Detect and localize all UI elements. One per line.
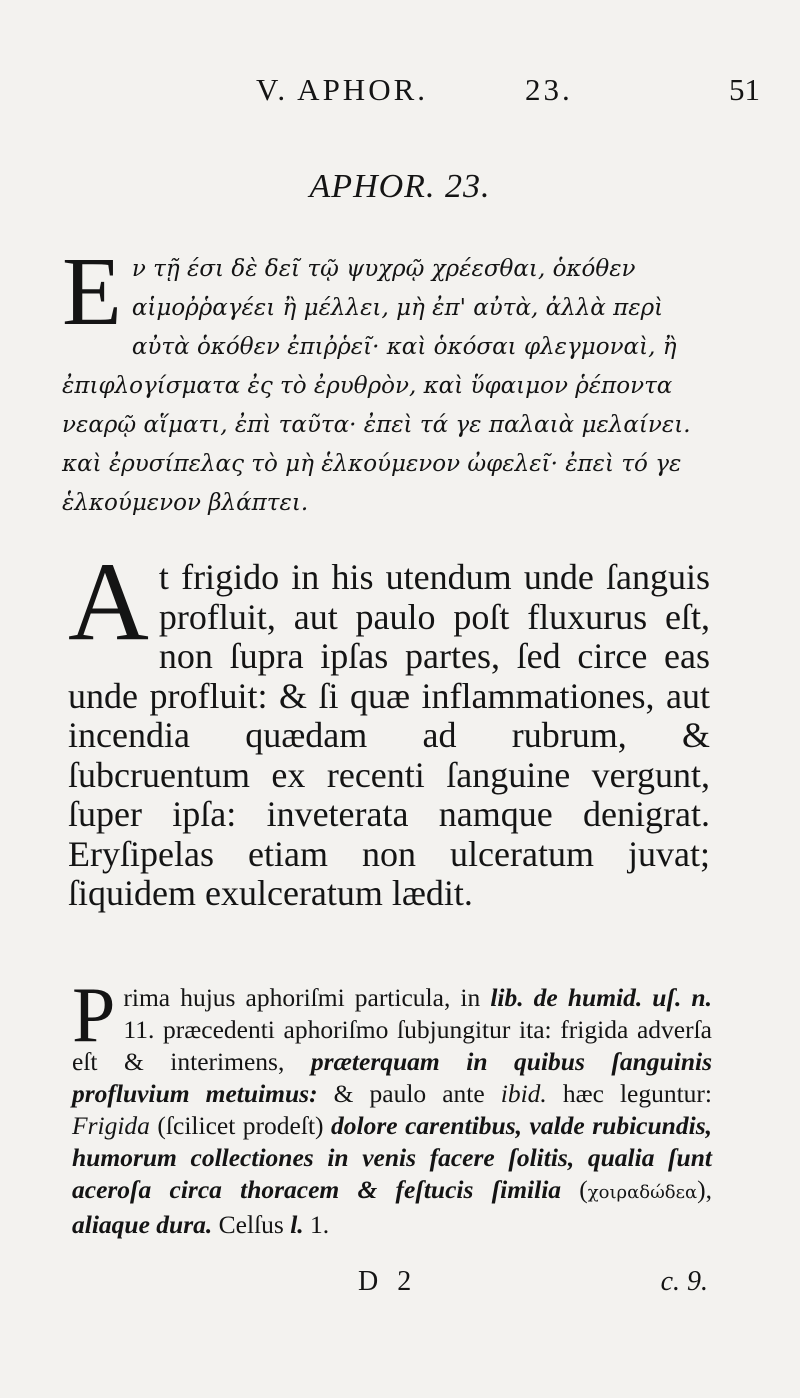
commentary-text: (ſcilicet prodeſt) [149, 1111, 332, 1140]
commentary-text: hæc leguntur: [546, 1079, 713, 1108]
commentary-text: 11. præcedenti aphoriſmo ſubjungitur ita: frigida adverſa eſt & interimens, [72, 1015, 712, 1076]
latin-drop-cap: A [68, 540, 149, 664]
commentary-text: rima hujus aphoriſmi particula, in [123, 983, 491, 1012]
commentary-drop-cap: P [72, 971, 116, 1058]
commentary-text: Celſus [212, 1210, 291, 1239]
commentary-text: & paulo ante [317, 1079, 501, 1108]
aphorism-heading: APHOR. 23. [309, 168, 491, 205]
catchword: c. 9. [660, 1266, 708, 1297]
commentary-greek-word: χοιραδώδεα [587, 1182, 698, 1203]
commentary-text: ( [561, 1175, 588, 1204]
commentary-reference: lib. de humid. uſ. n. [490, 983, 712, 1012]
greek-drop-cap: E [62, 238, 122, 346]
commentary-reference: ibid. [500, 1079, 547, 1108]
greek-text: ν τῇ έσι δὲ δεῖ τῷ ψυχρῷ χρέεσθαι, ὁκόθεν αἱμοῤῥαγέει ἢ μέλλει, μὴ ἐπ' αὐτὰ, ἀλλὰ περὶ αὐτὰ ὁκόθεν ἐπιῤῥεῖ· καὶ ὁκόσαι φλεγμοναὶ, ἢ ἐπιφλογίσματα ἐς τὸ ἐρυθρὸν, καὶ ὕφαιμον ῥέποντα νεαρῷ αἵματι, ἐπὶ ταῦτα· ἐπεὶ τά γε παλαιὰ μελαίνει. καὶ ἐρυσίπελας τὸ μὴ ἑλκούμενον ὠφελεῖ· ἐπεὶ τό γε ἑλκούμενον βλάπτει. [62, 256, 691, 516]
page-number: 51 [729, 72, 760, 107]
commentary-text: ), [697, 1175, 712, 1204]
commentary-quote: dolore carentibus, valde rubicundis, humorum collectiones in venis facere ſolitis, qualia ſunt aceroſa circa thoracem & feſtucis ſimilia [72, 1111, 712, 1204]
commentary-text: 1. [303, 1210, 330, 1239]
commentary-block [72, 971, 713, 1241]
latin-text: t frigido in his utendum unde ſanguis profluit, aut paulo poſt fluxurus eſt, non ſupra ipſas partes, ſed circe eas unde profluit: & ſi quæ inflammationes, aut incendia quædam ad rubrum, & ſubcruentum ex recenti ſanguine vergunt, ſuper ipſa: inveterata namque denigrat. Eryſipelas etiam non ulceratum juvat; ſiquidem exulceratum lædit. [68, 557, 710, 913]
commentary-quote: Frigida [72, 1111, 150, 1140]
greek-text-block [62, 238, 712, 523]
commentary-reference: l. [290, 1210, 304, 1239]
running-aphorism-number: 23. [525, 72, 573, 107]
page-foot [0, 1266, 800, 1306]
commentary-quote: præterquam in quibus ſanguinis profluvium metuimus: [72, 1047, 713, 1108]
latin-translation-block [68, 540, 710, 914]
running-title: V. APHOR. [256, 72, 429, 107]
commentary-quote: aliaque dura. [72, 1210, 213, 1239]
running-head [240, 72, 760, 116]
signature-mark: D 2 [358, 1266, 418, 1297]
